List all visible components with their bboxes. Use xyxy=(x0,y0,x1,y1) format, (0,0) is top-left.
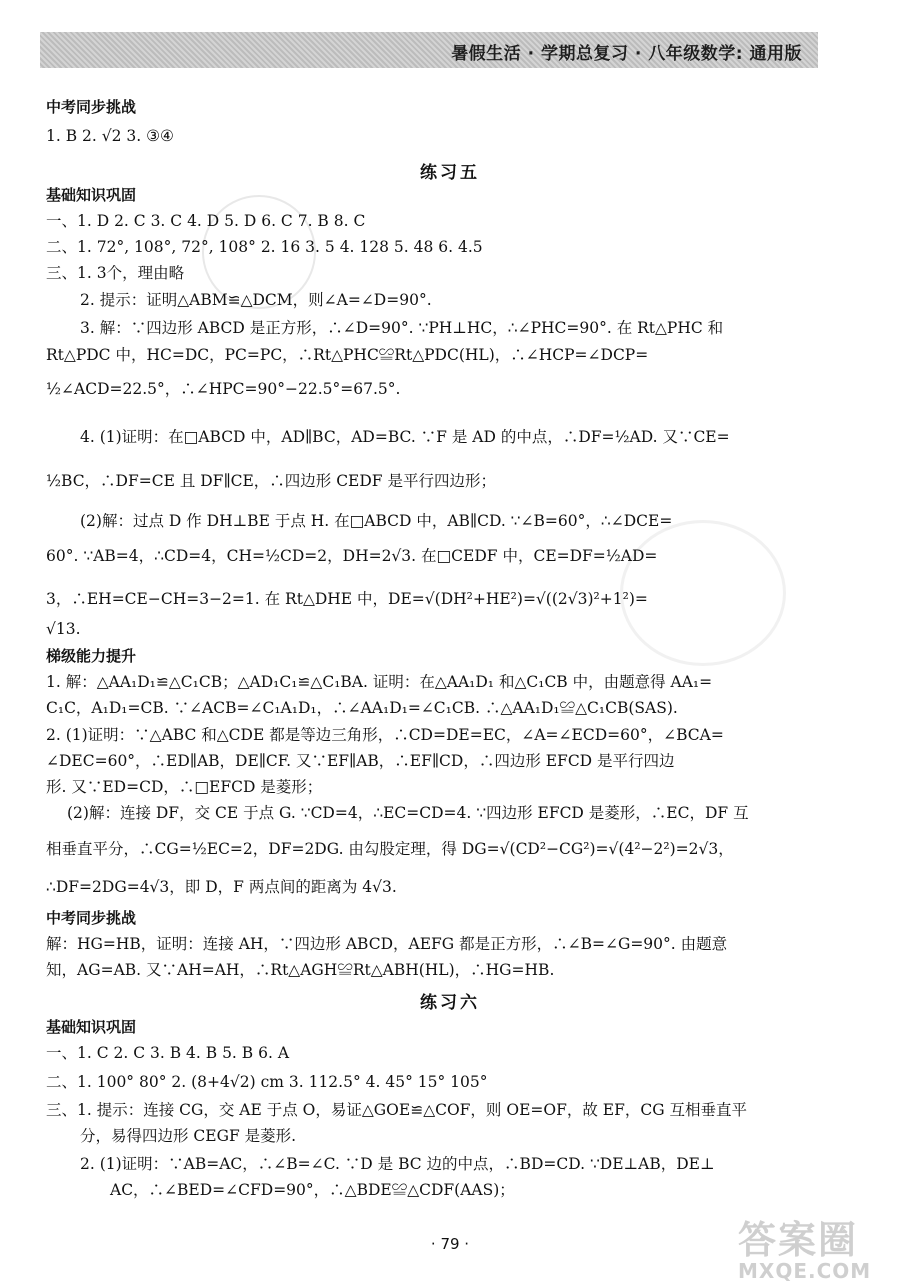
answer-line: 一、1. D 2. C 3. C 4. D 5. D 6. C 7. B 8. C xyxy=(46,212,366,230)
answer-line: 知，AG=AB. 又∵AH=AH，∴Rt△AGH≌Rt△ABH(HL)，∴HG=HB. xyxy=(46,961,555,979)
answer-line: (2)解：过点 D 作 DH⊥BE 于点 H. 在□ABCD 中，AB∥CD. ∵∠B=60°，∴∠DCE= xyxy=(80,512,673,530)
answer-line: ½∠ACD=22.5°，∴∠HPC=90°−22.5°=67.5°. xyxy=(46,380,401,398)
answer-line: 二、1. 72°, 108°, 72°, 108° 2. 16 3. 5 4. 128 5. 48 6. 4.5 xyxy=(46,238,483,256)
section-heading: 基础知识巩固 xyxy=(46,1018,137,1036)
answer-line: AC，∴∠BED=∠CFD=90°，∴△BDE≌△CDF(AAS)； xyxy=(110,1181,515,1199)
page-number: · 79 · xyxy=(430,1235,470,1253)
header-title: 暑假生活 · 学期总复习 · 八年级数学: 通用版 xyxy=(451,44,802,64)
answer-line: ∠DEC=60°，∴ED∥AB，DE∥CF. 又∵EF∥AB，∴EF∥CD，∴四边形 EFCD 是平行四边 xyxy=(46,752,675,770)
answer-line: 分，易得四边形 CEGF 是菱形. xyxy=(80,1127,297,1145)
section-heading: 中考同步挑战 xyxy=(46,98,137,116)
watermark-logo xyxy=(738,1218,888,1283)
answer-line: C₁C，A₁D₁=CB. ∵∠ACB=∠C₁A₁D₁，∴∠AA₁D₁=∠C₁CB. ∴△AA₁D₁≌△C₁CB(SAS). xyxy=(46,699,678,717)
exercise-title: 练习五 xyxy=(420,163,480,183)
answer-line: 1. B 2. √2 3. ③④ xyxy=(46,127,174,145)
section-heading: 中考同步挑战 xyxy=(46,909,137,927)
header-bar xyxy=(40,32,818,68)
answer-line: 解：HG=HB，证明：连接 AH，∵四边形 ABCD，AEFG 都是正方形，∴∠B=∠G=90°. 由题意 xyxy=(46,935,728,953)
answer-line: 1. 解：△AA₁D₁≌△C₁CB；△AD₁C₁≌△C₁BA. 证明：在△AA₁D₁ 和△C₁CB 中，由题意得 AA₁= xyxy=(46,673,713,691)
answer-line: 3，∴EH=CE−CH=3−2=1. 在 Rt△DHE 中，DE=√(DH²+HE²)=√((2√3)²+1²)= xyxy=(46,590,648,608)
answer-line: 形. 又∵ED=CD，∴□EFCD 是菱形； xyxy=(46,778,323,796)
section-heading: 梯级能力提升 xyxy=(46,647,137,665)
answer-line: (2)解：连接 DF，交 CE 于点 G. ∵CD=4，∴EC=CD=4. ∵四边形 EFCD 是菱形，∴EC，DF 互 xyxy=(67,804,749,822)
answer-line: 2. (1)证明：∵AB=AC，∴∠B=∠C. ∵D 是 BC 边的中点，∴BD=CD. ∵DE⊥AB，DE⊥ xyxy=(80,1155,715,1173)
answer-line: Rt△PDC 中，HC=DC，PC=PC，∴Rt△PHC≌Rt△PDC(HL)，∴∠HCP=∠DCP= xyxy=(46,346,649,364)
answer-line: 二、1. 100° 80° 2. (8+4√2) cm 3. 112.5° 4. 45° 15° 105° xyxy=(46,1073,488,1091)
exercise-title: 练习六 xyxy=(420,993,480,1013)
section-heading: 基础知识巩固 xyxy=(46,186,137,204)
answer-line: ∴DF=2DG=4√3，即 D，F 两点间的距离为 4√3. xyxy=(46,878,397,896)
answer-line: 60°. ∵AB=4，∴CD=4，CH=½CD=2，DH=2√3. 在□CEDF 中，CE=DF=½AD= xyxy=(46,547,658,565)
answer-line: 2. (1)证明：∵△ABC 和△CDE 都是等边三角形，∴CD=DE=EC，∠A=∠ECD=60°，∠BCA= xyxy=(46,726,724,744)
answer-line: 2. 提示：证明△ABM≌△DCM，则∠A=∠D=90°. xyxy=(80,291,432,309)
answer-line: 4. (1)证明：在□ABCD 中，AD∥BC，AD=BC. ∵F 是 AD 的中点，∴DF=½AD. 又∵CE= xyxy=(80,428,730,446)
answer-line: √13. xyxy=(46,620,81,638)
watermark-line-2: MXQE.COM xyxy=(738,1259,872,1283)
answer-line: 三、1. 3个，理由略 xyxy=(46,264,185,282)
answer-line: 三、1. 提示：连接 CG，交 AE 于点 O，易证△GOE≌△COF，则 OE=OF，故 EF，CG 互相垂直平 xyxy=(46,1101,747,1119)
answer-line: 一、1. C 2. C 3. B 4. B 5. B 6. A xyxy=(46,1044,290,1062)
answer-line: ½BC，∴DF=CE 且 DF∥CE，∴四边形 CEDF 是平行四边形； xyxy=(46,472,496,490)
answer-line: 相垂直平分，∴CG=½EC=2，DF=2DG. 由勾股定理，得 DG=√(CD²−CG²)=√(4²−2²)=2√3， xyxy=(46,840,734,858)
watermark-line-1: 答案圈 xyxy=(738,1218,859,1262)
answer-line: 3. 解：∵四边形 ABCD 是正方形，∴∠D=90°. ∵PH⊥HC，∴∠PHC=90°. 在 Rt△PHC 和 xyxy=(80,319,724,337)
